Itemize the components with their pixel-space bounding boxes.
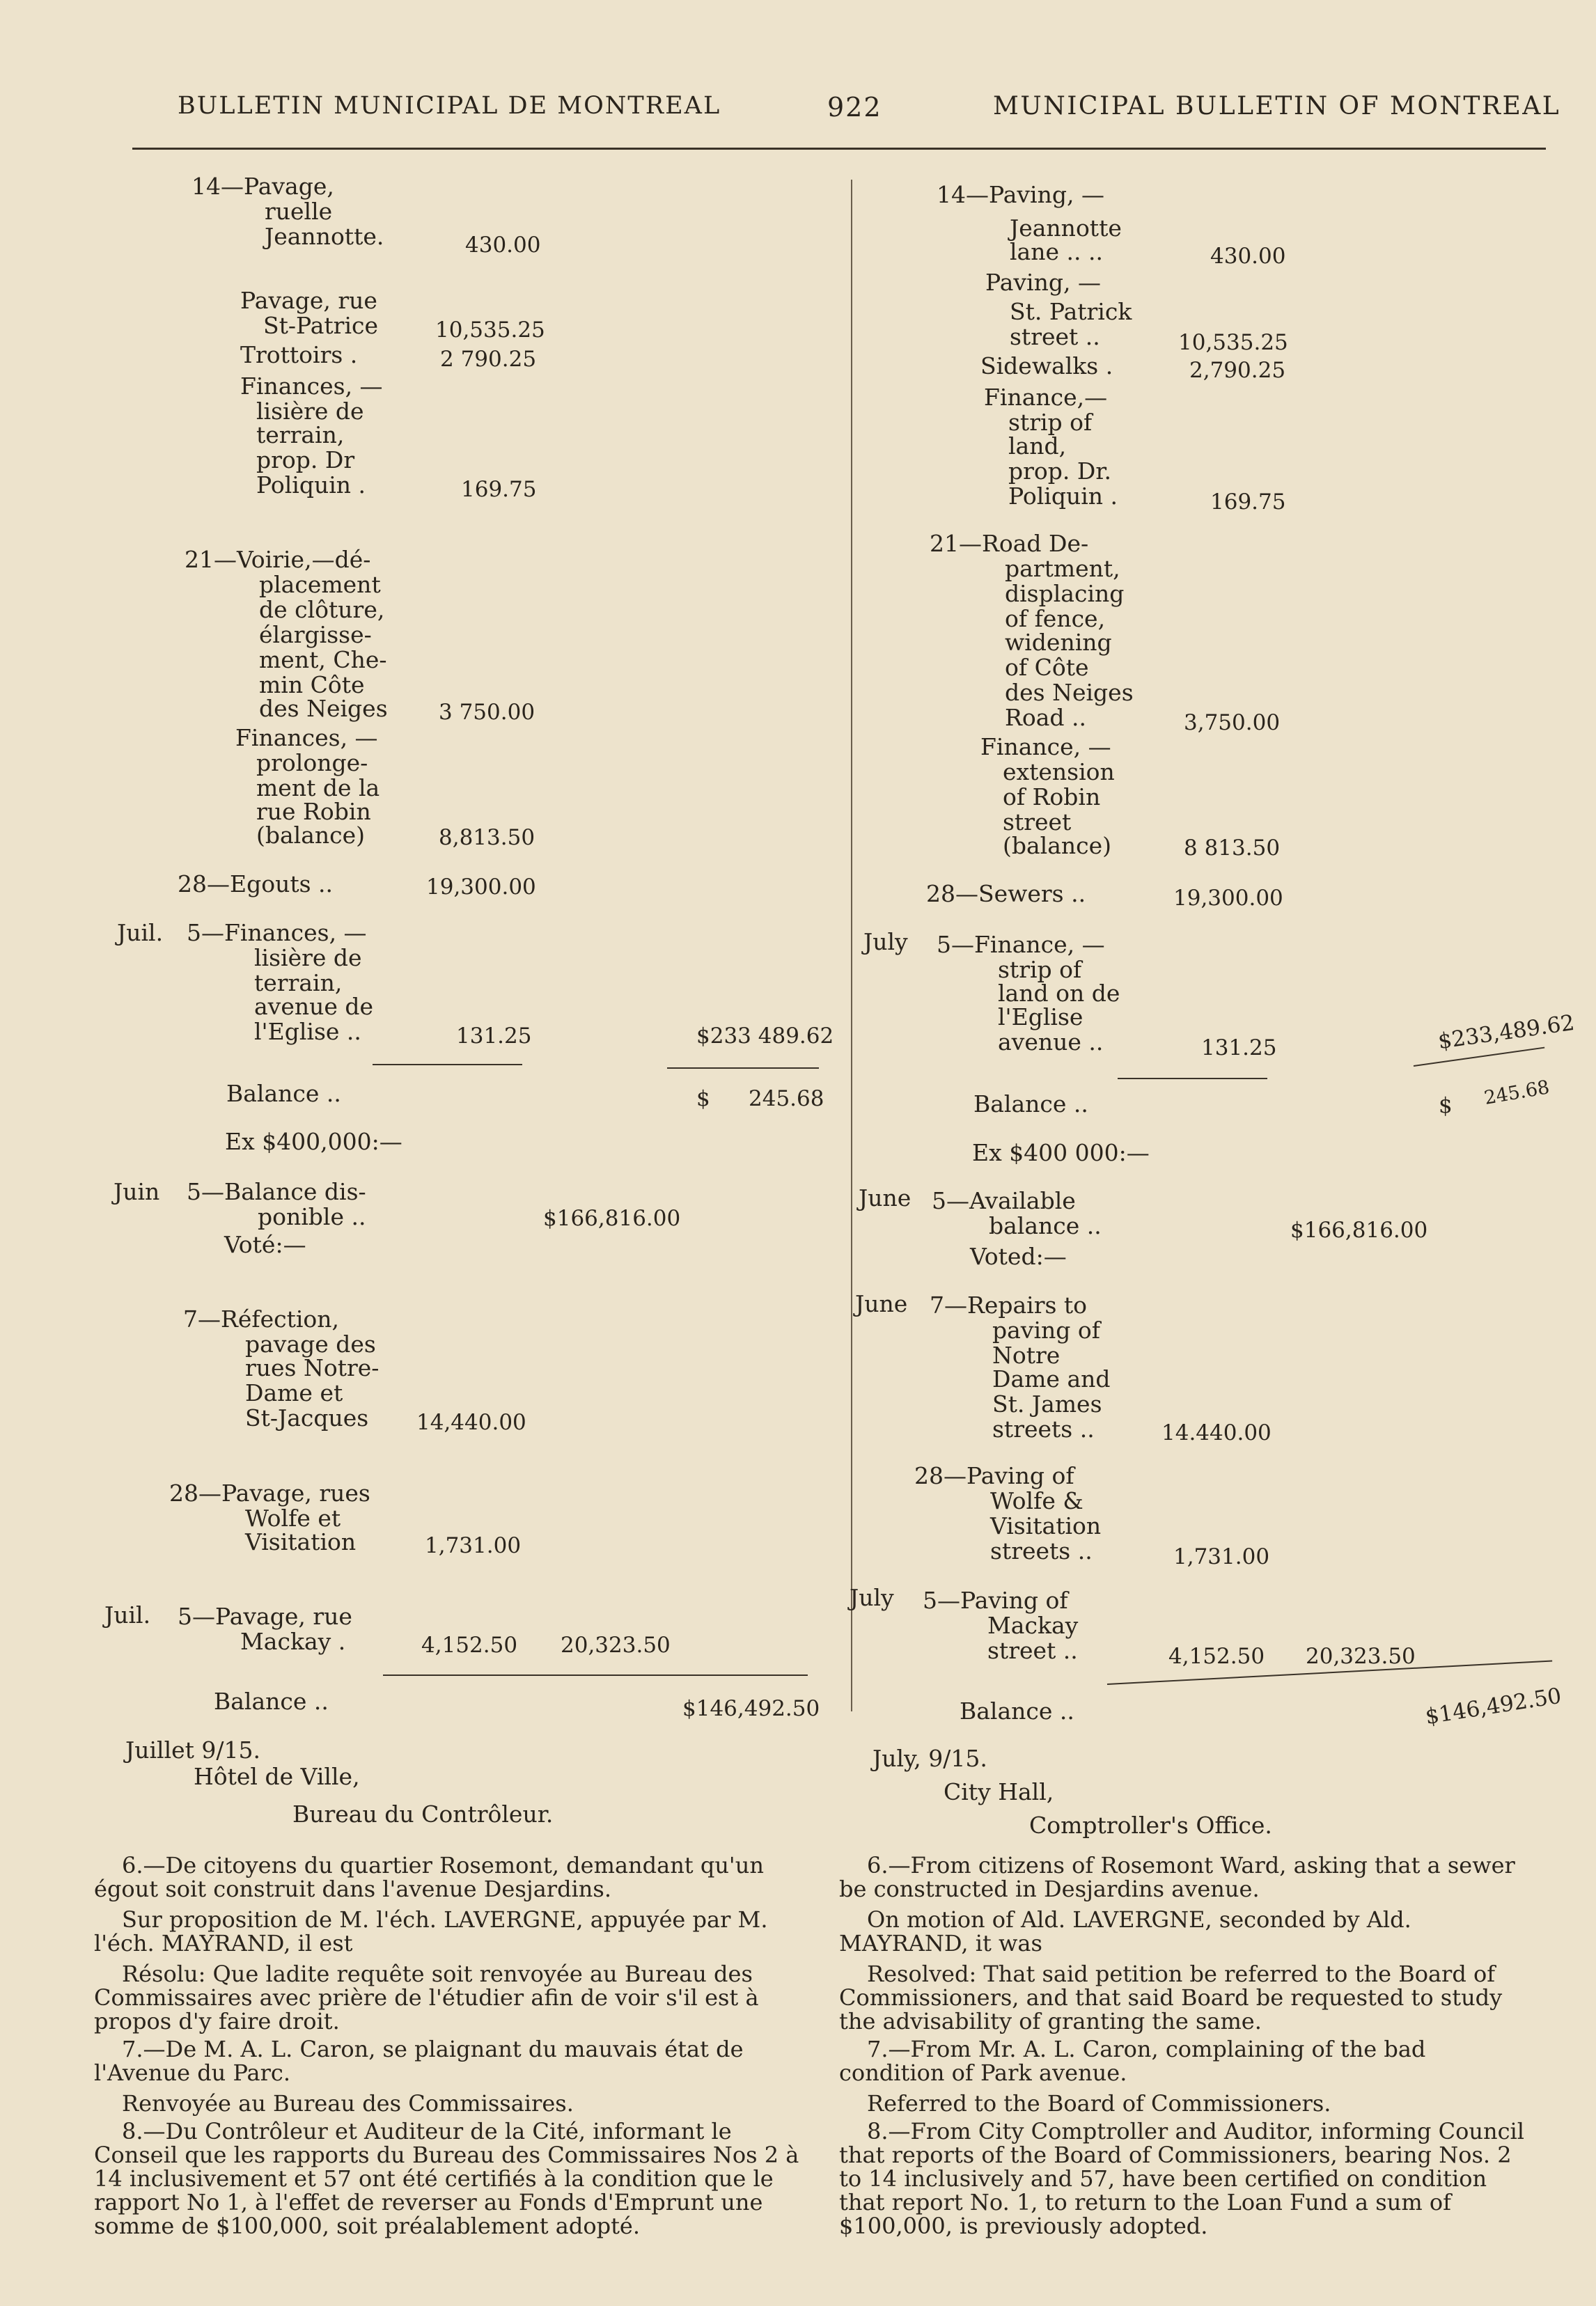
en-item-month: June <box>855 1290 908 1317</box>
fr-juin-label: ponible .. <box>258 1203 366 1230</box>
fr-item-label: 5—Finances, — <box>187 919 367 946</box>
en-june-label: balance .. <box>989 1212 1102 1239</box>
en-item-label: 5—Paving of <box>923 1587 1068 1614</box>
fr-item-label: rues Notre- <box>245 1354 380 1381</box>
en-balance2-value: $146,492.50 <box>1423 1683 1563 1730</box>
fr-item-label: placement <box>259 571 381 598</box>
header-english-title: MUNICIPAL BULLETIN OF MONTREAL <box>993 92 1561 120</box>
fr-paragraph: 6.—De citoyens du quartier Rosemont, demandant qu'un égout soit construit dans l'avenue Desjardins. <box>94 1852 764 1902</box>
fr-item-label: prop. Dr <box>256 446 355 473</box>
en-item-label: 21—Road De- <box>930 530 1089 557</box>
fr-item-amount: 19,300.00 <box>426 874 536 900</box>
en-date: July, 9/15. <box>873 1745 987 1772</box>
en-item-label: St. James <box>992 1390 1102 1418</box>
fr-item-amount: 14,440.00 <box>416 1410 526 1435</box>
fr-total-amount: $233 489.62 <box>696 1023 834 1049</box>
fr-item-label: Mackay . <box>240 1628 346 1655</box>
en-total-rule <box>1414 1047 1544 1067</box>
en-item-label: widening <box>1005 629 1112 656</box>
en-item-label: land on de <box>998 980 1120 1007</box>
fr-item-label: Visitation <box>245 1528 357 1555</box>
fr-item-amount: 10,535.25 <box>435 317 545 343</box>
en-paragraph: On motion of Ald. LAVERGNE, seconded by Ald. MAYRAND, it was <box>839 1906 1411 1956</box>
fr-item-label: St-Jacques <box>245 1404 369 1432</box>
fr-item-label: avenue de <box>254 993 374 1020</box>
en-paragraph: 6.—From citizens of Rosemont Ward, asking that a sewer be constructed in Desjardins avenue. <box>839 1852 1515 1902</box>
en-item-amount: 3,750.00 <box>1184 710 1281 735</box>
en-item-label: street <box>1003 808 1072 836</box>
en-item-label: Visitation <box>990 1512 1102 1539</box>
fr-sum-rule <box>373 1064 522 1065</box>
en-item-month: July <box>863 928 908 955</box>
en-item-label: 5—Finance, — <box>937 931 1105 958</box>
en-item-amount: 10,535.25 <box>1178 330 1288 355</box>
fr-paragraph: 7.—De M. A. L. Caron, se plaignant du mauvais état de l'Avenue du Parc. <box>94 2036 744 2086</box>
en-item-label: Finance, — <box>980 733 1111 760</box>
en-paragraph: 8.—From City Comptroller and Auditor, informing Council that reports of the Board of Commissioners, bearing Nos. 2 to 14 inclusively and 57, have been certified on condition that report No. 1, to return to the Loan Fund a sum of $100,000, is previously adopted. <box>839 2118 1524 2239</box>
en-item-label: 7—Repairs to <box>930 1292 1088 1319</box>
en-item-label: avenue .. <box>998 1028 1104 1056</box>
fr-item-label: terrain, <box>256 421 345 448</box>
header-french-title: BULLETIN MUNICIPAL DE MONTREAL <box>178 92 721 120</box>
fr-item-label: (balance) <box>256 822 366 849</box>
fr-item-month: Juil. <box>104 1601 151 1629</box>
fr-item-label: Pavage, rue <box>240 287 377 314</box>
en-june-label: 5—Available <box>932 1187 1076 1214</box>
en-item-label: of Côte <box>1005 654 1089 681</box>
en-item-label: 28—Paving of <box>914 1462 1074 1489</box>
en-item-label: land, <box>1008 432 1067 460</box>
fr-item-label: 28—Egouts .. <box>178 870 333 897</box>
fr-item-amount: 169.75 <box>461 477 537 502</box>
fr-item-label: pavage des <box>245 1331 376 1358</box>
fr-balance-currency: $ <box>696 1086 710 1111</box>
en-paragraph: Resolved: That said petition be referred to the Board of Commissioners, and that said Board be requested to study the advisability of granting the same. <box>839 1961 1503 2034</box>
en-balance-value: 245.68 <box>1482 1076 1551 1110</box>
fr-item-label: des Neiges <box>259 695 388 722</box>
fr-juin-month: Juin <box>114 1178 160 1205</box>
en-item-label: prop. Dr. <box>1008 457 1111 485</box>
en-item-label: strip of <box>998 956 1082 983</box>
fr-item-label: 21—Voirie,—dé- <box>185 546 371 573</box>
fr-total-rule <box>667 1067 819 1069</box>
fr-item-label: ment, Che- <box>259 646 387 673</box>
fr-item-label: ruelle <box>265 198 333 225</box>
en-item-label: l'Eglise <box>998 1003 1083 1030</box>
fr-paragraph: Sur proposition de M. l'éch. LAVERGNE, appuyée par M. l'éch. MAYRAND, il est <box>94 1906 768 1956</box>
fr-date: Juillet 9/15. <box>125 1736 261 1764</box>
fr-vote-label: Voté:— <box>224 1231 306 1258</box>
column-divider <box>851 180 852 1711</box>
fr-item-label: prolonge- <box>256 749 368 776</box>
en-item-label: Poliquin . <box>1008 483 1118 510</box>
fr-item-label: l'Eglise .. <box>254 1018 361 1045</box>
en-item-label: paving of <box>992 1317 1100 1344</box>
fr-subtotal: 20,323.50 <box>561 1633 671 1658</box>
en-item-amount: 4,152.50 <box>1168 1644 1265 1669</box>
fr-office: Bureau du Contrôleur. <box>292 1801 554 1828</box>
en-item-label: strip of <box>1008 409 1093 436</box>
en-item-label: extension <box>1003 758 1115 785</box>
en-item-label: displacing <box>1005 580 1125 607</box>
page-number: 922 <box>827 92 882 123</box>
fr-item-month: Juil. <box>117 919 164 946</box>
en-june-amount: $166,816.00 <box>1290 1218 1428 1243</box>
fr-item-label: Dame et <box>245 1379 343 1406</box>
en-item-label: street .. <box>1010 323 1100 350</box>
fr-item-amount: 3 750.00 <box>439 700 535 725</box>
fr-item-label: élargisse- <box>259 621 372 648</box>
fr-item-label: Trottoirs . <box>240 341 358 368</box>
header-rule <box>132 148 1546 150</box>
en-item-label: des Neiges <box>1005 679 1134 706</box>
fr-item-label: rue Robin <box>256 798 371 825</box>
fr-item-amount: 2 790.25 <box>440 347 537 372</box>
fr-item-label: lisière de <box>254 944 362 971</box>
fr-paragraph: Résolu: Que ladite requête soit renvoyée au Bureau des Commissaires avec prière de l'étudier afin de voir s'il est à propos d'y faire droit. <box>94 1961 759 2034</box>
en-item-label: Road .. <box>1005 704 1086 731</box>
en-subtotal: 20,323.50 <box>1306 1644 1416 1669</box>
en-item-label: Jeannotte <box>1010 214 1122 242</box>
fr-item-label: St-Patrice <box>263 312 379 339</box>
fr-sum-rule <box>383 1674 808 1676</box>
en-item-label: Wolfe & <box>990 1487 1083 1514</box>
en-item-label: 28—Sewers .. <box>926 880 1086 907</box>
fr-balance2-value: $146,492.50 <box>682 1696 820 1721</box>
en-item-label: of Robin <box>1003 783 1101 810</box>
en-paragraph: 7.—From Mr. A. L. Caron, complaining of the bad condition of Park avenue. <box>839 2036 1426 2086</box>
en-item-label: Sidewalks . <box>980 352 1113 379</box>
en-paragraph: Referred to the Board of Commissioners. <box>867 2090 1331 2117</box>
en-place: City Hall, <box>944 1778 1054 1805</box>
en-item-month: July <box>850 1584 894 1611</box>
fr-balance-label: Balance .. <box>226 1080 341 1107</box>
fr-item-label: Finances, — <box>235 724 378 751</box>
fr-item-label: Poliquin . <box>256 471 366 499</box>
fr-item-label: 5—Pavage, rue <box>178 1603 352 1630</box>
en-voted-label: Voted:— <box>970 1243 1067 1270</box>
en-item-label: Notre <box>992 1342 1061 1369</box>
en-item-amount: 19,300.00 <box>1173 886 1283 911</box>
en-item-label: (balance) <box>1003 832 1112 859</box>
en-item-label: Finance,— <box>984 384 1108 411</box>
en-item-amount: 1,731.00 <box>1173 1544 1270 1569</box>
en-item-label: Dame and <box>992 1365 1111 1393</box>
fr-item-label: terrain, <box>254 969 343 996</box>
en-item-label: Mackay <box>987 1612 1079 1639</box>
fr-item-label: min Côte <box>259 671 365 698</box>
fr-balance-value: 245.68 <box>749 1086 824 1111</box>
en-item-label: streets .. <box>992 1415 1095 1443</box>
en-item-amount: 430.00 <box>1210 244 1286 269</box>
en-item-label: St. Patrick <box>1010 298 1132 325</box>
en-office: Comptroller's Office. <box>1029 1812 1272 1839</box>
fr-juin-label: 5—Balance dis- <box>187 1178 366 1205</box>
fr-item-label: Finances, — <box>240 372 383 400</box>
fr-item-amount: 8,813.50 <box>439 825 535 850</box>
fr-item-label: de clôture, <box>259 596 385 623</box>
en-item-label: lane .. .. <box>1010 238 1103 265</box>
en-item-label: street .. <box>987 1637 1078 1664</box>
fr-ex-label: Ex $400,000:— <box>225 1128 402 1155</box>
fr-paragraph: Renvoyée au Bureau des Commissaires. <box>122 2090 574 2117</box>
fr-item-label: 28—Pavage, rues <box>169 1480 370 1507</box>
fr-balance2-label: Balance .. <box>214 1688 329 1715</box>
fr-place: Hôtel de Ville, <box>194 1763 360 1790</box>
fr-item-label: lisière de <box>256 398 364 425</box>
en-balance2-label: Balance .. <box>960 1697 1074 1725</box>
en-item-label: streets .. <box>990 1537 1093 1564</box>
fr-item-label: 14—Pavage, <box>191 173 334 200</box>
fr-item-amount: 131.25 <box>456 1023 532 1049</box>
fr-paragraph: 8.—Du Contrôleur et Auditeur de la Cité, informant le Conseil que les rapports du Bureau des Commissaires Nos 2 à 14 inclusivement et 57 ont été certifiés à la condition que le rapport No 1, à l'effet de reverser au Fonds d'Emprunt une somme de $100,000, soit préalablement adopté. <box>94 2118 799 2239</box>
en-june-month: June <box>859 1184 912 1211</box>
en-item-amount: 2,790.25 <box>1189 358 1286 383</box>
en-total-amount: $233,489.62 <box>1436 1010 1577 1054</box>
fr-item-amount: 1,731.00 <box>425 1533 522 1558</box>
en-item-amount: 131.25 <box>1201 1035 1277 1060</box>
fr-item-amount: 4,152.50 <box>421 1633 518 1658</box>
en-item-label: 14—Paving, — <box>937 181 1104 208</box>
en-ex-label: Ex $400 000:— <box>972 1139 1150 1166</box>
fr-item-label: Wolfe et <box>245 1505 341 1532</box>
fr-juin-amount: $166,816.00 <box>543 1206 681 1231</box>
fr-item-label: Jeannotte. <box>265 223 384 250</box>
en-balance-currency: $ <box>1439 1093 1453 1118</box>
en-item-label: partment, <box>1005 555 1120 582</box>
fr-item-amount: 430.00 <box>465 233 541 258</box>
fr-item-label: ment de la <box>256 774 380 801</box>
en-item-label: of fence, <box>1005 605 1106 632</box>
en-item-amount: 8 813.50 <box>1184 836 1281 861</box>
en-item-amount: 169.75 <box>1210 489 1286 515</box>
en-sum-rule <box>1118 1078 1267 1079</box>
en-balance-label: Balance .. <box>973 1090 1088 1117</box>
en-item-label: Paving, — <box>985 269 1101 296</box>
en-item-amount: 14.440.00 <box>1161 1420 1272 1445</box>
fr-item-label: 7—Réfection, <box>183 1305 340 1333</box>
